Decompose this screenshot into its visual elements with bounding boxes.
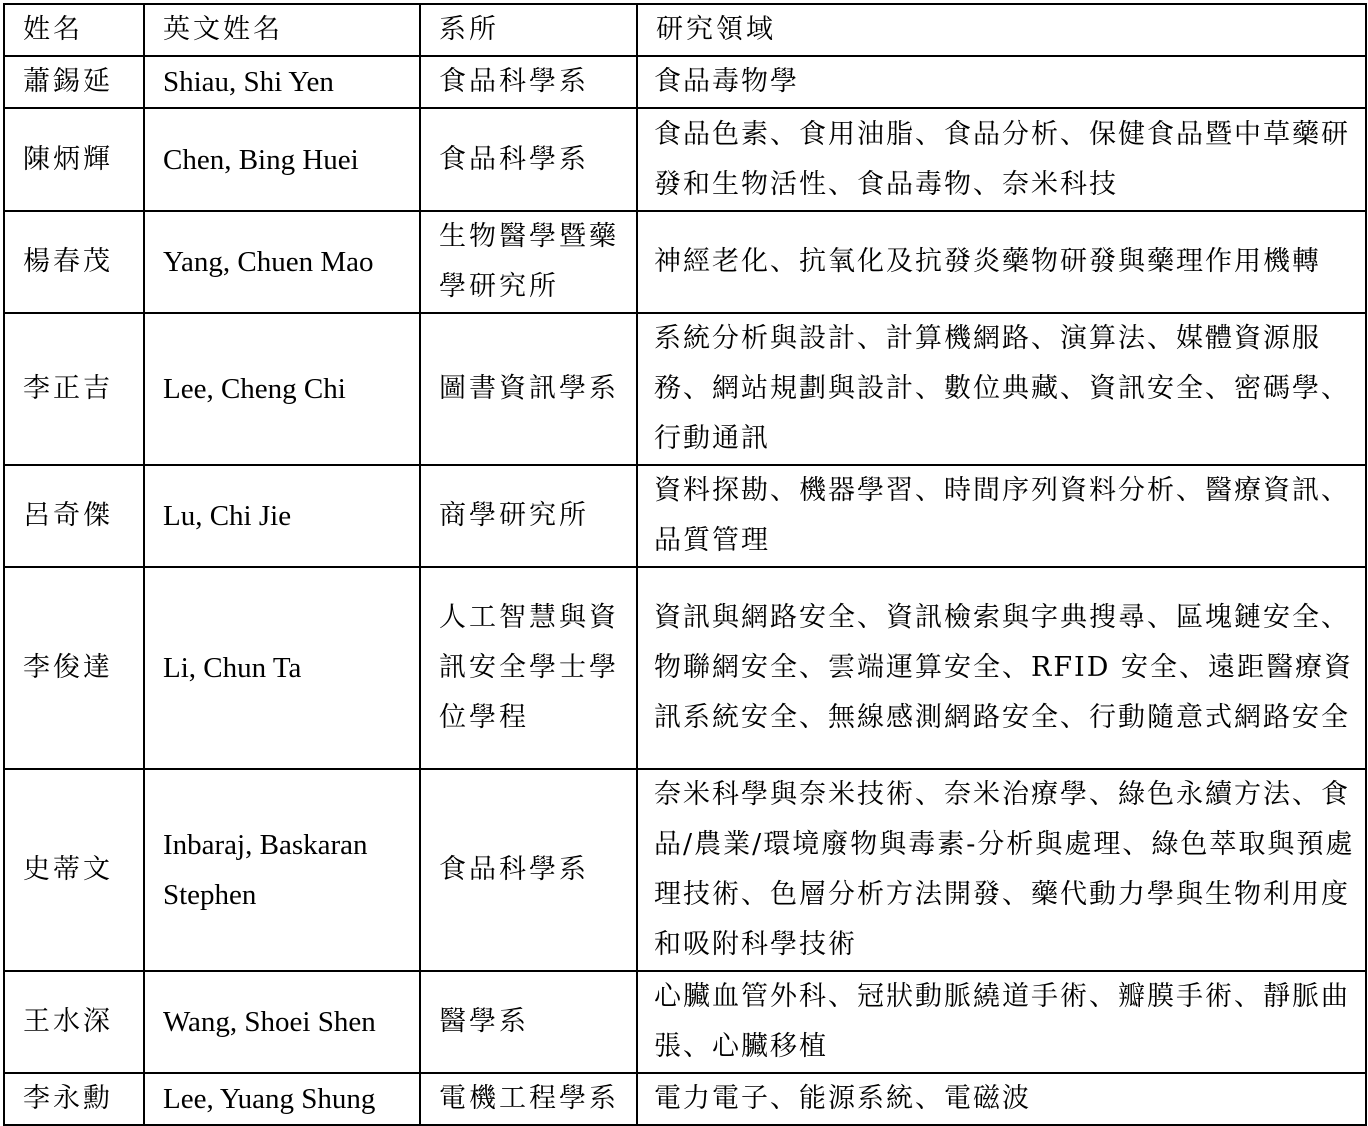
header-research-area: 研究領域: [637, 4, 1366, 56]
cell-department: 食品科學系: [420, 56, 637, 108]
cell-name: 蕭錫延: [4, 56, 144, 108]
cell-research-area: 心臟血管外科、冠狀動脈繞道手術、瓣膜手術、靜脈曲張、心臟移植: [637, 971, 1366, 1073]
table-row: [4, 971, 1366, 1073]
cell-research-area: 電力電子、能源系統、電磁波: [637, 1073, 1366, 1125]
cell-department: 食品科學系: [420, 769, 637, 971]
table-header: [4, 4, 1366, 56]
cell-english-name: Lu, Chi Jie: [144, 465, 420, 567]
cell-name: 呂奇傑: [4, 465, 144, 567]
cell-name: 李俊達: [4, 567, 144, 769]
header-name: 姓名: [4, 4, 144, 56]
cell-research-area: 神經老化、抗氧化及抗發炎藥物研發與藥理作用機轉: [637, 211, 1366, 313]
cell-research-area: 資料探勘、機器學習、時間序列資料分析、醫療資訊、品質管理: [637, 465, 1366, 567]
cell-name: 楊春茂: [4, 211, 144, 313]
cell-name: 王水深: [4, 971, 144, 1073]
header-row: [4, 4, 1366, 56]
cell-department: 商學研究所: [420, 465, 637, 567]
table-row: [4, 313, 1366, 465]
cell-english-name: Inbaraj, Baskaran Stephen: [144, 769, 420, 971]
table-row: [4, 769, 1366, 971]
table-body: [4, 56, 1366, 1125]
cell-department: 電機工程學系: [420, 1073, 637, 1125]
cell-department: 人工智慧與資訊安全學士學位學程: [420, 567, 637, 769]
cell-english-name: Wang, Shoei Shen: [144, 971, 420, 1073]
cell-english-name: Chen, Bing Huei: [144, 108, 420, 211]
table-row: [4, 567, 1366, 769]
table-row: [4, 56, 1366, 108]
cell-research-area: 食品色素、食用油脂、食品分析、保健食品暨中草藥研發和生物活性、食品毒物、奈米科技: [637, 108, 1366, 211]
cell-name: 陳炳輝: [4, 108, 144, 211]
header-english-name: 英文姓名: [144, 4, 420, 56]
cell-english-name: Li, Chun Ta: [144, 567, 420, 769]
cell-english-name: Lee, Yuang Shung: [144, 1073, 420, 1125]
cell-english-name: Shiau, Shi Yen: [144, 56, 420, 108]
faculty-research-table: [3, 3, 1367, 1126]
table-row: [4, 1073, 1366, 1125]
cell-department: 醫學系: [420, 971, 637, 1073]
cell-name: 史蒂文: [4, 769, 144, 971]
cell-research-area: 食品毒物學: [637, 56, 1366, 108]
header-department: 系所: [420, 4, 637, 56]
cell-research-area: 奈米科學與奈米技術、奈米治療學、綠色永續方法、食品/農業/環境廢物與毒素-分析與處理、綠色萃取與預處理技術、色層分析方法開發、藥代動力學與生物利用度和吸附科學技術: [637, 769, 1366, 971]
cell-research-area: 系統分析與設計、計算機網路、演算法、媒體資源服務、網站規劃與設計、數位典藏、資訊安全、密碼學、行動通訊: [637, 313, 1366, 465]
cell-english-name: Lee, Cheng Chi: [144, 313, 420, 465]
table-row: [4, 211, 1366, 313]
cell-department: 食品科學系: [420, 108, 637, 211]
cell-research-area: 資訊與網路安全、資訊檢索與字典搜尋、區塊鏈安全、物聯網安全、雲端運算安全、RFID 安全、遠距醫療資訊系統安全、無線感測網路安全、行動隨意式網路安全: [637, 567, 1366, 769]
cell-department: 圖書資訊學系: [420, 313, 637, 465]
cell-department: 生物醫學暨藥學研究所: [420, 211, 637, 313]
table-row: [4, 108, 1366, 211]
cell-english-name: Yang, Chuen Mao: [144, 211, 420, 313]
cell-name: 李正吉: [4, 313, 144, 465]
table-row: [4, 465, 1366, 567]
cell-name: 李永勳: [4, 1073, 144, 1125]
